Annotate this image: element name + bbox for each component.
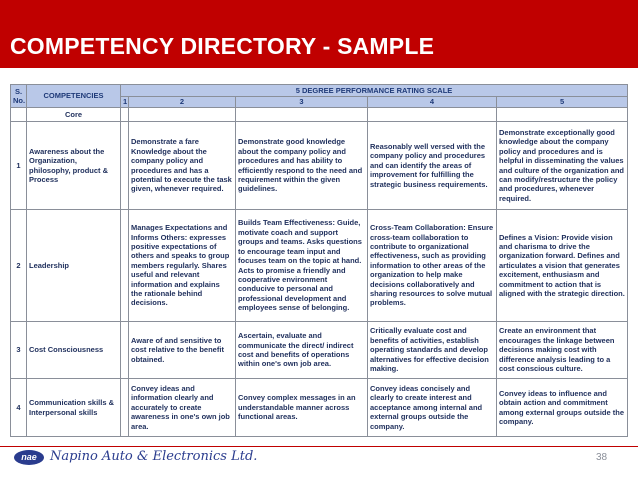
level-header-2: 2 bbox=[129, 97, 236, 108]
section-blank-cell bbox=[497, 108, 628, 122]
row-sno: 4 bbox=[11, 379, 27, 437]
company-logo: nae bbox=[14, 450, 44, 465]
row-level-1 bbox=[121, 379, 129, 437]
table-row bbox=[11, 379, 628, 437]
row-level-1 bbox=[121, 122, 129, 210]
row-level-5: Demonstrate exceptionally good knowledge about the company policy and procedures and is helpful in disseminating the values and culture of the organization and can modify/restructure the policy and procedures, whenever required. bbox=[497, 122, 628, 210]
section-label: Core bbox=[27, 108, 121, 122]
table-row bbox=[11, 122, 628, 210]
level-header-4: 4 bbox=[368, 97, 497, 108]
table-row bbox=[11, 322, 628, 379]
level-header-1: 1 bbox=[121, 97, 129, 108]
level-header-5: 5 bbox=[497, 97, 628, 108]
row-level-1 bbox=[121, 210, 129, 322]
row-level-4: Critically evaluate cost and benefits of activities, establish operating standards and develop alternatives for effective decision making. bbox=[368, 322, 497, 379]
row-level-4: Reasonably well versed with the company policy and procedures and can identify the areas of improvement for fulfilling the strategic business requirements. bbox=[368, 122, 497, 210]
header-row-top bbox=[11, 85, 628, 97]
row-sno: 3 bbox=[11, 322, 27, 379]
row-level-2: Demonstrate a fare Knowledge about the company policy and procedures and has a potential to execute the task given, whenever required. bbox=[129, 122, 236, 210]
page-number: 38 bbox=[596, 452, 608, 463]
row-competency: Leadership bbox=[27, 210, 121, 322]
row-level-2: Aware of and sensitive to cost relative to the benefit obtained. bbox=[129, 322, 236, 379]
row-sno: 2 bbox=[11, 210, 27, 322]
row-competency: Awareness about the Organization, philosophy, product & Process bbox=[27, 122, 121, 210]
row-level-2: Manages Expectations and Informs Others: expresses positive expectations of others and speaks to group members regularly. Shares useful and relevant information and explains the rationale behind decisions. bbox=[129, 210, 236, 322]
competencies-header: COMPETENCIES bbox=[27, 85, 121, 108]
scale-header: 5 DEGREE PERFORMANCE RATING SCALE bbox=[121, 85, 628, 97]
row-sno: 1 bbox=[11, 122, 27, 210]
footer-divider bbox=[0, 446, 638, 447]
sno-header: S. No. bbox=[11, 85, 27, 108]
row-level-5: Convey ideas to influence and obtain action and commitment among external groups outside the company. bbox=[497, 379, 628, 437]
row-level-3: Demonstrate good knowledge about the company policy and procedures and has ability to efficiently respond to the need and requirement within the given guidelines. bbox=[236, 122, 368, 210]
row-level-5: Create an environment that encourages the linkage between decisions making cost with difference analysis leading to a cost conscious culture. bbox=[497, 322, 628, 379]
row-level-1 bbox=[121, 322, 129, 379]
section-row-core bbox=[11, 108, 628, 122]
row-level-4: Cross-Team Collaboration: Ensure cross-team collaboration to contribute to organizational effectiveness, such as providing information to other areas of the organization to help make decisions collaboratively and sharing resources to solve mutual problems. bbox=[368, 210, 497, 322]
row-level-5: Defines a Vision: Provide vision and charisma to drive the organization forward. Defines and articulates a vision that generates excitement, enthusiasm and commitment to action that is aligned with the strategic direction. bbox=[497, 210, 628, 322]
section-blank-cell bbox=[129, 108, 236, 122]
section-blank-cell bbox=[11, 108, 27, 122]
row-level-3: Ascertain, evaluate and communicate the direct/ indirect cost and benefits of operations within one's own job area. bbox=[236, 322, 368, 379]
section-blank-cell bbox=[236, 108, 368, 122]
company-name: Napino Auto & Electronics Ltd. bbox=[50, 449, 258, 464]
table-row bbox=[11, 210, 628, 322]
row-competency: Cost Consciousness bbox=[27, 322, 121, 379]
title-bar bbox=[0, 0, 638, 68]
section-blank-cell bbox=[368, 108, 497, 122]
row-competency: Communication skills & Interpersonal skills bbox=[27, 379, 121, 437]
section-blank-cell bbox=[121, 108, 129, 122]
slide-title: COMPETENCY DIRECTORY - SAMPLE bbox=[10, 33, 435, 59]
row-level-3: Convey complex messages in an understandable manner across functional areas. bbox=[236, 379, 368, 437]
row-level-3: Builds Team Effectiveness: Guide, motivate coach and support groups and teams. Asks questions to encourage team input and focuses team on the topic at hand. Acts to promise a friendly and cooperative environment conducive to personal and professional development and employees sense of belonging. bbox=[236, 210, 368, 322]
competency-table bbox=[10, 84, 628, 437]
level-header-3: 3 bbox=[236, 97, 368, 108]
row-level-2: Convey ideas and information clearly and accurately to create awareness in one's own job area. bbox=[129, 379, 236, 437]
row-level-4: Convey ideas concisely and clearly to create interest and acceptance among internal and external groups outside the company. bbox=[368, 379, 497, 437]
